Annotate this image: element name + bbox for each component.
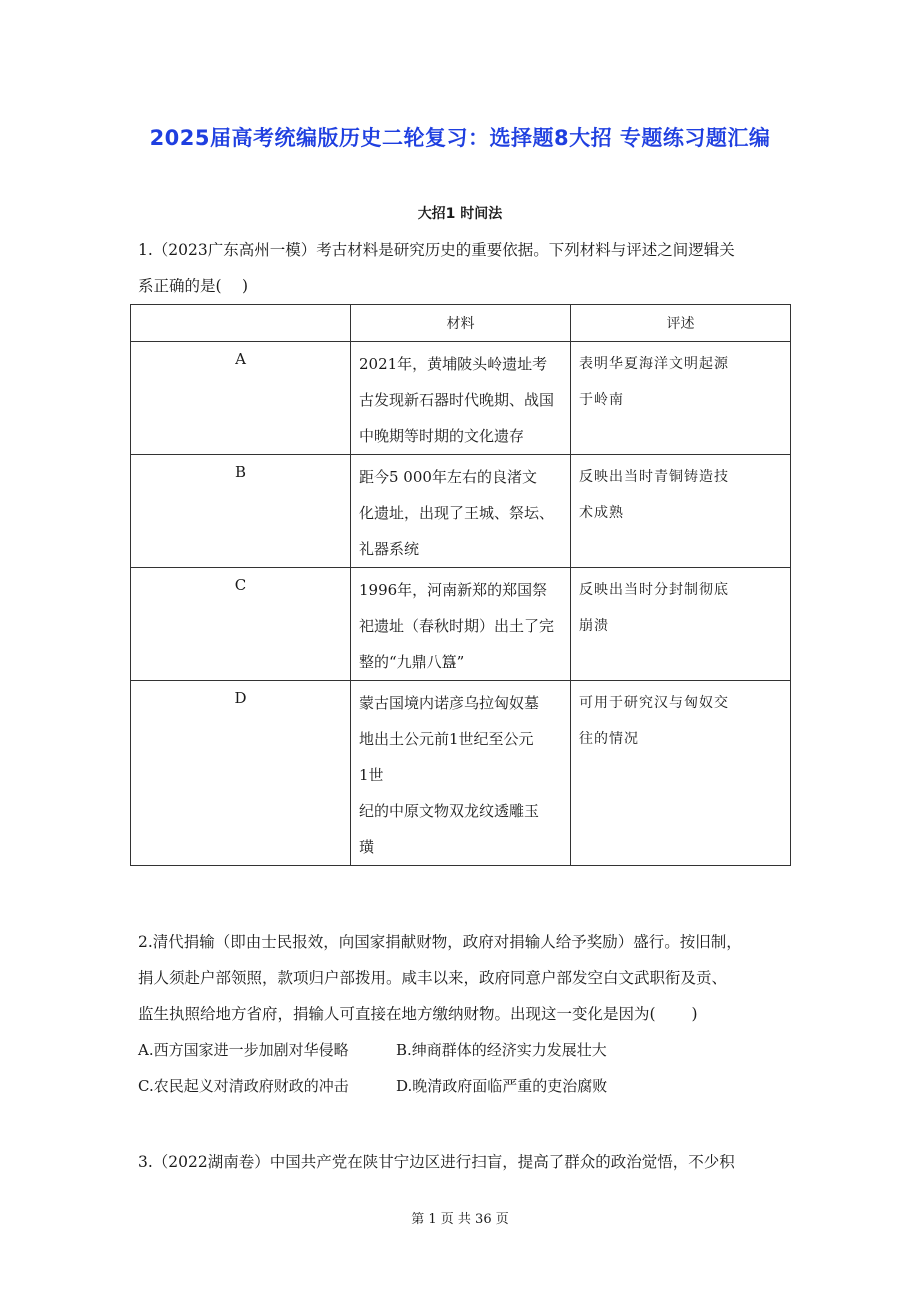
material-cell [351, 681, 571, 866]
question-2-stem-line: 2.清代捐输（即由士民报效，向国家捐献财物，政府对捐输人给予奖励）盛行。按旧制， [138, 933, 742, 951]
choice-c: C.农民起义对清政府财政的冲击 [138, 1077, 349, 1095]
material-cell [351, 568, 571, 681]
comment-line: 崩溃 [579, 618, 609, 634]
table-header-row [131, 305, 791, 342]
option-label: A [131, 342, 351, 455]
question-1-table [130, 304, 791, 866]
option-label: D [131, 681, 351, 866]
material-line: 蒙古国境内诺彦乌拉匈奴墓 [359, 694, 540, 712]
table-row [131, 568, 791, 681]
material-line: 礼器系统 [359, 540, 420, 558]
material-line: 1世 [359, 766, 384, 784]
question-2-stem-line: 监生执照给地方省府，捐输人可直接在地方缴纳财物。出现这一变化是因为( ) [138, 1005, 698, 1023]
choice-b: B.绅商群体的经济实力发展壮大 [396, 1041, 607, 1059]
question-1-stem-line: 1.（2023广东高州一模）考古材料是研究历史的重要依据。下列材料与评述之间逻辑关 [138, 241, 735, 259]
choice-row [138, 1068, 607, 1104]
comment-cell [571, 681, 791, 866]
table-row [131, 455, 791, 568]
material-line: 中晚期等时期的文化遗存 [359, 427, 525, 445]
material-cell [351, 455, 571, 568]
comment-line: 反映出当时分封制彻底 [579, 582, 729, 598]
document-title: 2025届高考统编版历史二轮复习：选择题8大招 专题练习题汇编 [149, 126, 771, 150]
material-line: 距今5 000年左右的良渚文 [359, 468, 537, 486]
table-header-blank [131, 305, 351, 342]
material-line: 化遗址，出现了王城、祭坛、 [359, 504, 555, 522]
material-line: 祀遗址（春秋时期）出土了完 [359, 617, 555, 635]
question-2-stem [138, 924, 798, 1032]
comment-line: 可用于研究汉与匈奴交 [579, 695, 729, 711]
table-header-comment: 评述 [571, 305, 791, 342]
choice-a: A.西方国家进一步加剧对华侵略 [138, 1041, 349, 1059]
material-line: 古发现新石器时代晚期、战国 [359, 391, 555, 409]
comment-line: 往的情况 [579, 731, 639, 747]
comment-line: 反映出当时青铜铸造技 [579, 469, 729, 485]
question-1-stem-line: 系正确的是( ) [138, 277, 249, 295]
option-label: B [131, 455, 351, 568]
question-2-stem-line: 捐人须赴户部领照，款项归户部拨用。咸丰以来，政府同意户部发空白文武职衔及贡、 [138, 969, 728, 987]
table-row [131, 681, 791, 866]
choice-row [138, 1032, 607, 1068]
material-line: 整的“九鼎八簋” [359, 653, 465, 671]
material-cell [351, 342, 571, 455]
choice-d: D.晚清政府面临严重的吏治腐败 [396, 1077, 608, 1095]
material-line: 纪的中原文物双龙纹透雕玉 [359, 802, 540, 820]
material-line: 1996年，河南新郑的郑国祭 [359, 581, 548, 599]
question-2-choices [138, 1032, 607, 1104]
question-3-stem [138, 1144, 798, 1180]
page-footer: 第 1 页 共 36 页 [411, 1212, 509, 1227]
comment-line: 于岭南 [579, 392, 624, 408]
comment-cell [571, 455, 791, 568]
material-line: 2021年，黄埔陂头岭遗址考 [359, 355, 548, 373]
material-line: 璜 [359, 838, 375, 856]
table-header-material: 材料 [351, 305, 571, 342]
question-3-stem-line: 3.（2022湖南卷）中国共产党在陕甘宁边区进行扫盲，提高了群众的政治觉悟，不少积 [138, 1153, 735, 1171]
material-line: 地出土公元前1世纪至公元 [359, 730, 534, 748]
section-title: 大招1 时间法 [417, 206, 503, 222]
question-1-stem [138, 232, 798, 304]
comment-line: 术成熟 [579, 505, 624, 521]
comment-cell [571, 342, 791, 455]
comment-line: 表明华夏海洋文明起源 [579, 356, 729, 372]
table-row [131, 342, 791, 455]
option-label: C [131, 568, 351, 681]
comment-cell [571, 568, 791, 681]
